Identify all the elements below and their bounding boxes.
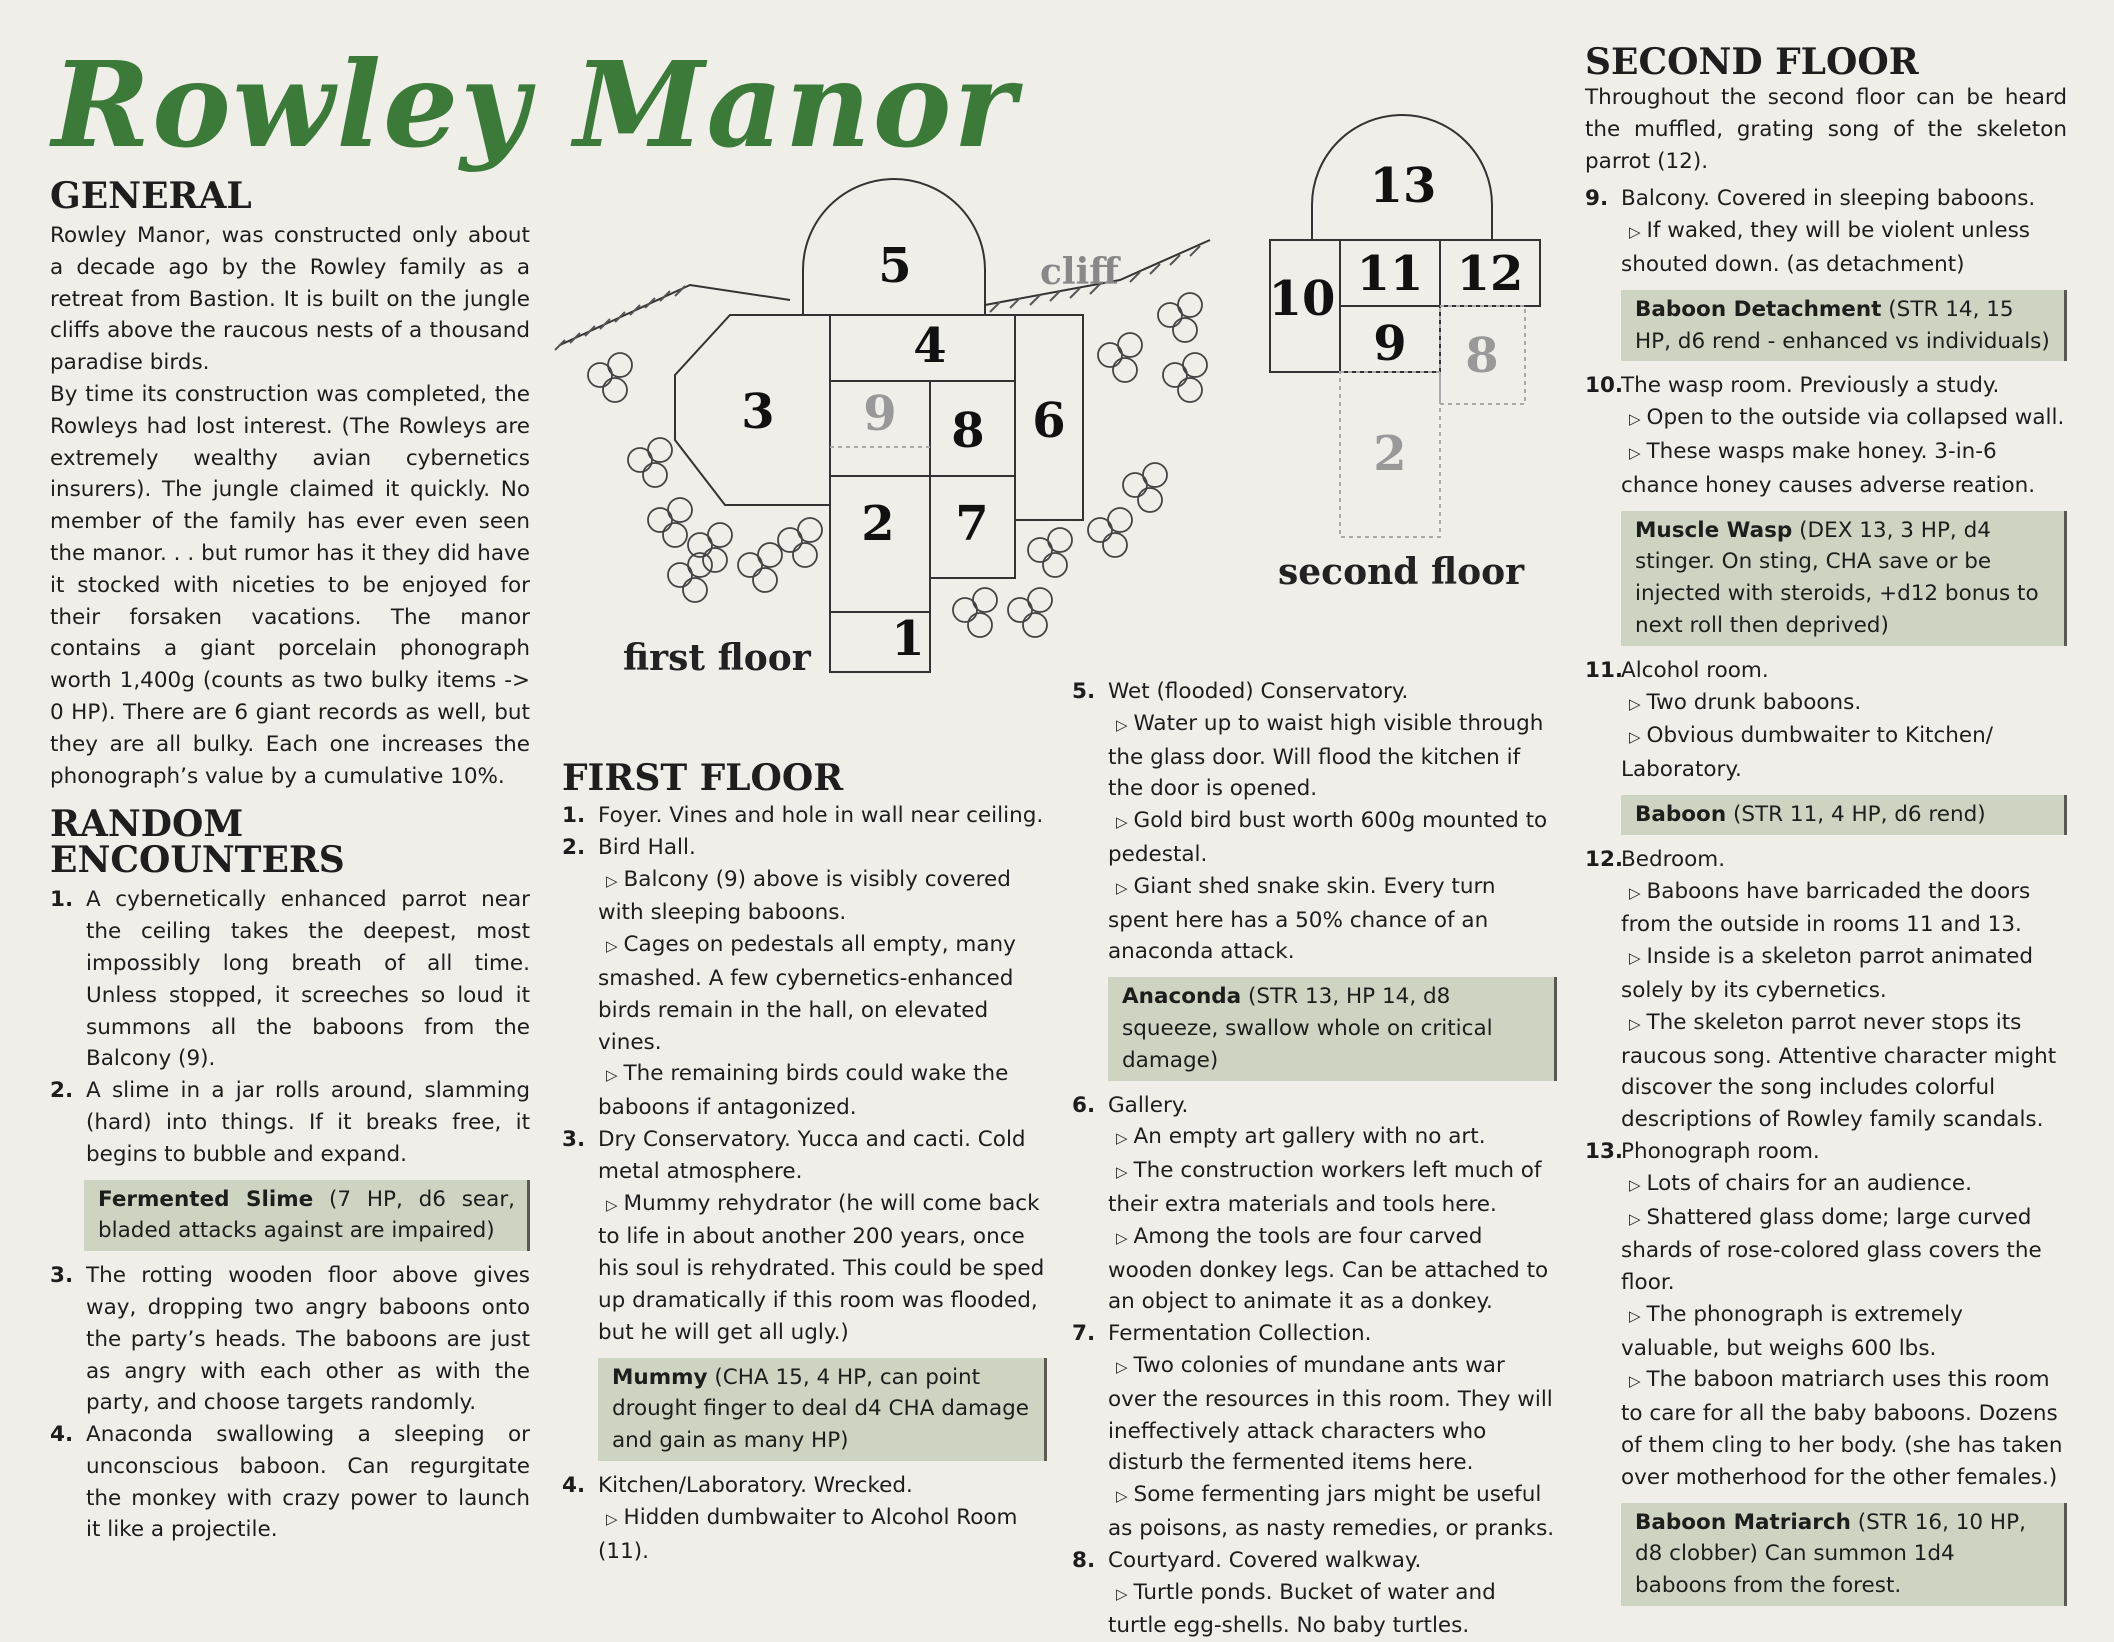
stat-block: Baboon Detachment (STR 14, 15 HP, d6 rend - enhanced vs individuals): [1621, 290, 2067, 362]
general-heading: GENERAL: [50, 175, 252, 217]
list-item: 3. The rotting wooden floor above gives way, dropping two angry baboons onto the party’s heads. The baboons are just as angry with each other as with the party, and choose targets randomly.: [50, 1263, 530, 1416]
first-floor-column: [562, 757, 1047, 1567]
bullet-icon: ▷: [1116, 1584, 1128, 1603]
bullet-icon: ▷: [1116, 1487, 1128, 1506]
room-2-upper-label: 2: [1373, 426, 1407, 482]
list-item: 10. The wasp room. Previously a study. ▷ Open to the outside via collapsed wall. ▷ These wasps make honey. 3-in-6 chance honey causes adverse reation. Muscle Wasp (DEX 13, 3 HP, d4 stinger. On sting, CHA save or be injected with steroids, +d12 bonus to next roll then deprived): [1585, 370, 2067, 645]
list-item: 5. Wet (flooded) Conservatory. ▷ Water up to waist high visible through the glass door. Will flood the kitchen if the door is opened. ▷ Gold bird bust worth 600g mounted to pedestal. ▷ Giant shed snake skin. Every turn spent here has a 50% chance of an anaconda attack. Anaconda (STR 13, HP 14, d8 squeeze, swallow whole on critical damage): [1072, 676, 1557, 1081]
second-floor-heading: SECOND FLOOR: [1585, 41, 1919, 83]
list-item: 7. Fermentation Collection. ▷ Two colonies of mundane ants war over the resources in this room. They will ineffectively attack characters who disturb the fermented items here. ▷ Some fermenting jars might be useful as poisons, as nasty remedies, or pranks.: [1072, 1321, 1555, 1541]
room-7-label: 7: [955, 496, 989, 552]
bullet-icon: ▷: [1629, 1372, 1641, 1391]
bullet-icon: ▷: [606, 937, 618, 956]
list-item: 2. A slime in a jar rolls around, slamming (hard) into things. If it breaks free, it begins to bubble and expand. Fermented Slime (7 HP, d6 sear, bladed attacks against are impaired): [50, 1075, 530, 1251]
bullet-icon: ▷: [1116, 1357, 1128, 1376]
stat-block: Baboon (STR 11, 4 HP, d6 rend): [1621, 795, 2067, 835]
list-item: 9. Balcony. Covered in sleeping baboons. ▷ If waked, they will be violent unless shouted down. (as detachment) Baboon Detachment (STR 14, 15 HP, d6 rend - enhanced vs individuals): [1585, 183, 2067, 361]
room-6-label: 6: [1032, 393, 1066, 449]
stat-block: Mummy (CHA 15, 4 HP, can point drought finger to deal d4 CHA damage and gain as many HP): [598, 1358, 1047, 1461]
bullet-icon: ▷: [1116, 1163, 1128, 1182]
room-11-label: 11: [1356, 246, 1424, 302]
list-item: 1. A cybernetically enhanced parrot near the ceiling takes the deepest, most impossibly long breath of all time. Unless stopped, it screeches so loud it summons all the baboons from the Balcony (9).: [50, 887, 530, 1072]
room-12-label: 12: [1456, 246, 1524, 302]
cliff-label: cliff: [1040, 251, 1119, 293]
list-item: 8. Courtyard. Covered walkway. ▷ Turtle ponds. Bucket of water and turtle egg-shells. No baby turtles.: [1072, 1547, 1496, 1639]
list-item: 11. Alcohol room. ▷ Two drunk baboons. ▷ Obvious dumbwaiter to Kitchen/ Laboratory. Baboon (STR 11, 4 HP, d6 rend): [1585, 655, 2067, 835]
list-item: 3. Dry Conservatory. Yucca and cacti. Cold metal atmosphere. ▷ Mummy rehydrator (he will come back to life in about another 200 years, once his soul is rehydrated. This could be sped up dramatically if this room was flooded, but he will get all ugly.) Mummy (CHA 15, 4 HP, can point drought finger to deal d4 CHA damage and gain as many HP): [562, 1124, 1047, 1461]
bullet-icon: ▷: [606, 1509, 618, 1528]
general-paragraph-2: By time its construction was completed, the Rowleys had lost interest. (The Rowleys are extremely wealthy avian cybernetics insurers). The jungle claimed it quickly. No member of the family has ever even seen the manor. . . but rumor has it they did have it stocked with niceties to be enjoyed for their forsaken vacations. The manor contains a giant porcelain phonograph worth 1,400g (counts as two bulky items -> 0 HP). There are 6 giant records as well, but they are all bulky. Each one increases the phonograph’s value by a cumulative 10%.: [50, 381, 530, 789]
stat-block: Muscle Wasp (DEX 13, 3 HP, d4 stinger. On sting, CHA save or be injected with steroids, +d12 bonus to next roll then deprived): [1621, 511, 2067, 646]
room-10-label: 10: [1268, 271, 1336, 327]
stat-block: Anaconda (STR 13, HP 14, d8 squeeze, swallow whole on critical damage): [1108, 977, 1557, 1080]
bullet-icon: ▷: [1629, 223, 1641, 242]
bullet-icon: ▷: [1629, 949, 1641, 968]
list-item: 1. Foyer. Vines and hole in wall near ceiling.: [562, 803, 1044, 828]
bullet-icon: ▷: [1116, 813, 1128, 832]
bullet-icon: ▷: [1116, 715, 1128, 734]
bullet-icon: ▷: [1629, 443, 1641, 462]
room-5-label: 5: [878, 238, 912, 294]
bullet-icon: ▷: [1116, 1129, 1128, 1148]
bullet-icon: ▷: [1629, 1014, 1641, 1033]
random-encounters-list: [50, 884, 530, 1546]
first-floor-label: first floor: [623, 637, 811, 679]
list-item: 4. Kitchen/Laboratory. Wrecked. ▷ Hidden dumbwaiter to Alcohol Room (11).: [562, 1472, 1018, 1564]
second-floor-intro: Throughout the second floor can be heard the muffled, grating song of the skeleton parrot (12).: [1585, 85, 2067, 174]
bullet-icon: ▷: [1629, 1175, 1641, 1194]
room-13-label: 13: [1369, 158, 1437, 214]
bullet-icon: ▷: [606, 1195, 618, 1214]
bullet-icon: ▷: [606, 1066, 618, 1085]
room-4-label: 4: [913, 318, 947, 374]
bullet-icon: ▷: [1116, 1228, 1128, 1247]
bullet-icon: ▷: [1629, 1209, 1641, 1228]
room-1-label: 1: [891, 611, 925, 667]
room-3-label: 3: [741, 384, 775, 440]
bullet-icon: ▷: [1116, 878, 1128, 897]
general-paragraph-1: Rowley Manor, was constructed only about a decade ago by the Rowley family as a retreat from Bastion. It is built on the jungle cliffs above the raucous nests of a thousand paradise birds.: [50, 223, 530, 376]
room-9-label: 9: [863, 386, 897, 442]
random-encounters-heading: RANDOM ENCOUNTERS: [50, 803, 345, 882]
general-column: [50, 175, 530, 1546]
second-floor-label: second floor: [1278, 551, 1525, 593]
bullet-icon: ▷: [1629, 883, 1641, 902]
list-item: 4. Anaconda swallowing a sleeping or unconscious baboon. Can regurgitate the monkey with crazy power to launch it like a projectile.: [50, 1422, 530, 1543]
second-floor-room-labels: [1269, 158, 1524, 482]
bullet-icon: ▷: [1629, 1306, 1641, 1325]
middle-column: [1072, 676, 1557, 1642]
room-8-upper-label: 8: [1465, 328, 1499, 384]
stat-block: Baboon Matriarch (STR 16, 10 HP, d8 clobber) Can summon 1d4 baboons from the forest.: [1621, 1503, 2067, 1606]
manor-map: [550, 110, 1580, 710]
bullet-icon: ▷: [1629, 728, 1641, 747]
bullet-icon: ▷: [606, 871, 618, 890]
room-2-label: 2: [861, 496, 895, 552]
list-item: 12. Bedroom. ▷ Baboons have barricaded the doors from the outside in rooms 11 and 13. ▷ Inside is a skeleton parrot animated solely by its cybernetics. ▷ The skeleton parrot never stops its raucous song. Attentive character might discover the song includes colorful descriptions of Rowley family scandals.: [1585, 846, 2057, 1133]
first-floor-heading: FIRST FLOOR: [562, 757, 844, 799]
list-item: 2. Bird Hall. ▷ Balcony (9) above is visibly covered with sleeping baboons. ▷ Cages on pedestals all empty, many smashed. A few cybernetics-enhanced birds remain in the hall, on elevated vines. ▷ The remaining birds could wake the baboons if antagonized.: [562, 834, 1016, 1121]
room-8-label: 8: [951, 403, 985, 459]
list-item: 13. Phonograph room. ▷ Lots of chairs for an audience. ▷ Shattered glass dome; large curved shards of rose-colored glass covers the floor. ▷ The phonograph is extremely valuable, but weighs 600 lbs. ▷ The baboon matriarch uses this room to care for all the baby baboons. Dozens of them cling to her body. (she has taken over motherhood for the other females.) Baboon Matriarch (STR 16, 10 HP, d8 clobber) Can summon 1d4 baboons from the forest.: [1585, 1136, 2067, 1606]
second-floor-column: [1585, 41, 2067, 1615]
stat-block: Fermented Slime (7 HP, d6 sear, bladed attacks against are impaired): [84, 1180, 530, 1252]
room-9-upper-label: 9: [1373, 316, 1407, 372]
bullet-icon: ▷: [1629, 410, 1641, 429]
bullet-icon: ▷: [1629, 694, 1641, 713]
list-item: 6. Gallery. ▷ An empty art gallery with no art. ▷ The construction workers left much of their extra materials and tools here. ▷ Among the tools are four carved wooden donkey legs. Can be attached to an object to animate it as a donkey.: [1072, 1092, 1549, 1315]
page-title: Rowley Manor: [52, 35, 1018, 174]
